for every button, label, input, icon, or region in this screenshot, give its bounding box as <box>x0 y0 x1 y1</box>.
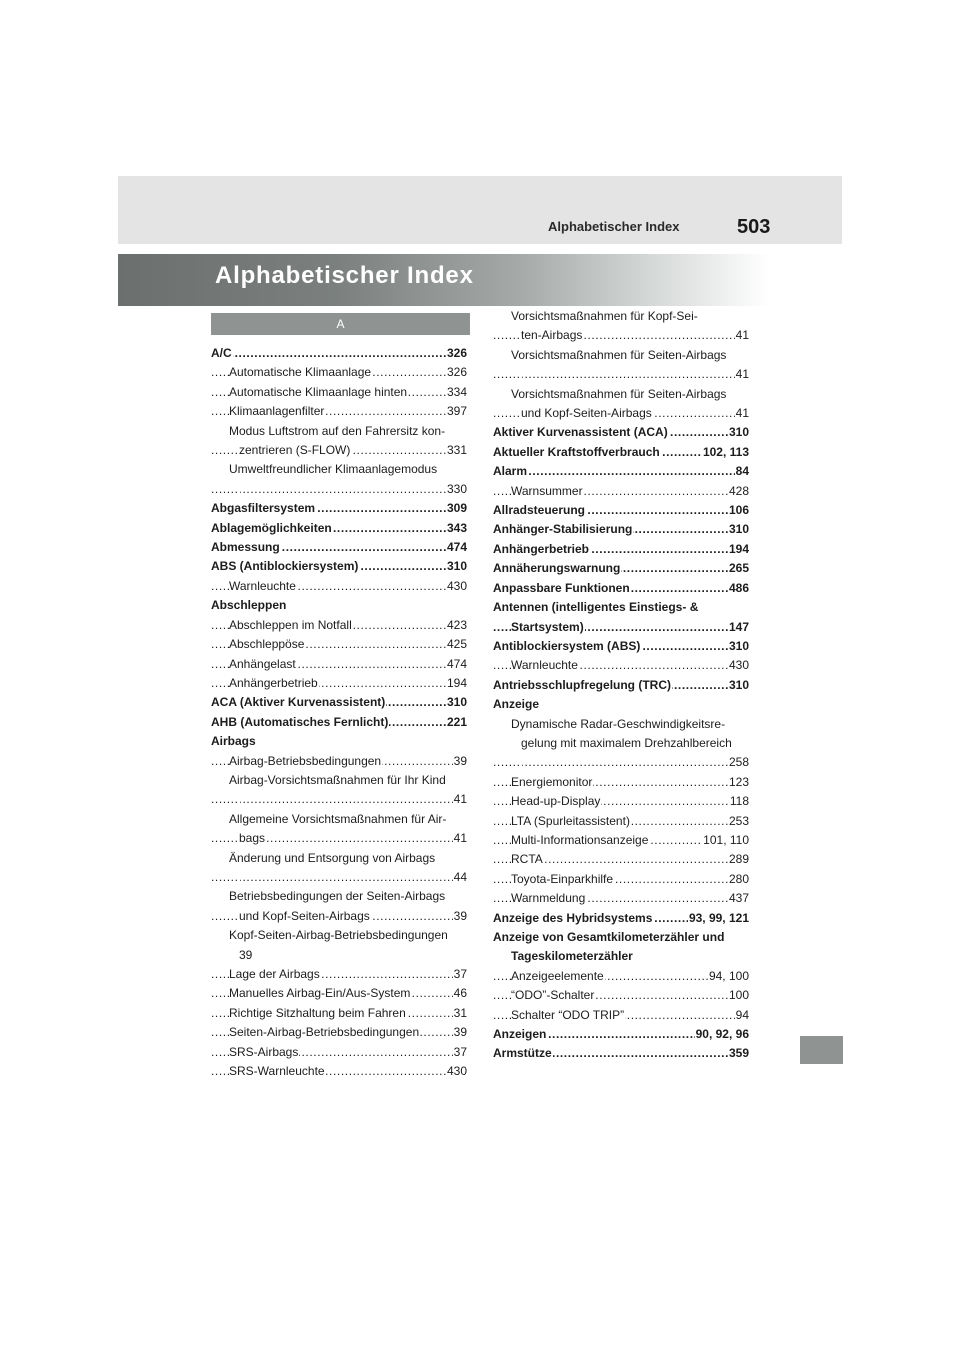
index-entry-page: 194 <box>728 540 749 559</box>
index-entry <box>493 792 749 811</box>
header-band <box>118 176 842 244</box>
index-entry <box>493 656 749 675</box>
index-entry <box>493 1006 749 1025</box>
index-entry-text: Multi-Informationsanzeige <box>511 832 649 847</box>
index-entry <box>493 482 749 501</box>
index-entry-text: Änderung und Entsorgung von Airbags <box>229 850 436 865</box>
index-entry-text: Antiblockiersystem (ABS) <box>493 638 641 653</box>
index-entry-text <box>521 755 522 769</box>
index-entry <box>493 831 749 850</box>
index-entry <box>493 443 749 462</box>
index-entry-page: 31 <box>453 1004 467 1023</box>
index-entry-text: ten-Airbags <box>521 328 583 343</box>
index-entry-text: Seiten-Airbag-Betriebsbedingungen <box>229 1025 420 1040</box>
index-entry-text: ABS (Antiblockiersystem) <box>211 559 359 574</box>
index-entry-page: 221 <box>446 713 467 732</box>
index-entry <box>211 693 467 712</box>
index-entry-page: 474 <box>446 655 467 674</box>
index-entry-page: 41 <box>735 404 749 423</box>
index-entry-text: Anhängelast <box>229 656 296 671</box>
index-entry-page: 331 <box>446 441 467 460</box>
page-title: Alphabetischer Index <box>215 262 474 289</box>
index-entry-page: 100 <box>728 986 749 1005</box>
index-entry-text: Warnleuchte <box>511 658 578 673</box>
index-entry-text: Anhängerbetrieb <box>229 675 318 690</box>
index-column-left <box>211 344 467 1081</box>
index-entry-page: 326 <box>446 363 467 382</box>
index-entry <box>211 984 467 1003</box>
index-entry-page: 101, 110 <box>702 831 749 850</box>
index-entry <box>493 753 749 772</box>
section-letter-header: A <box>211 313 470 335</box>
index-entry-text: Lage der Airbags <box>229 967 320 981</box>
index-entry <box>211 732 467 751</box>
index-entry <box>493 986 749 1005</box>
index-entry <box>493 326 749 345</box>
index-entry-page: 94 <box>735 1006 749 1025</box>
index-entry-text: Warnleuchte <box>229 578 296 593</box>
index-entry-page: 84 <box>735 462 749 481</box>
index-entry <box>493 462 749 481</box>
index-entry <box>211 441 467 460</box>
index-entry-page: 359 <box>728 1044 749 1063</box>
index-entry-page: 474 <box>446 538 467 557</box>
index-entry-page: 37 <box>453 965 467 984</box>
index-entry <box>493 812 749 831</box>
index-entry-text: Betriebsbedingungen der Seiten-Airbags <box>229 889 446 904</box>
index-entry-text: Anzeigeelemente <box>511 968 604 983</box>
index-entry-page: 37 <box>453 1043 467 1062</box>
index-entry <box>493 734 749 753</box>
index-entry-text <box>239 482 240 496</box>
index-entry-page: 310 <box>446 693 467 712</box>
index-entry <box>211 499 467 518</box>
index-entry <box>493 423 749 442</box>
index-entry-text: Anzeige des Hybridsystems <box>493 910 653 925</box>
index-entry-page: 194 <box>446 674 467 693</box>
index-entry-text: Vorsichtsmaßnahmen für Seiten-Airbags <box>511 386 727 401</box>
index-entry <box>493 928 749 947</box>
index-entry-page: 425 <box>446 635 467 654</box>
index-entry <box>493 307 749 326</box>
index-entry-text: LTA (Spurleitassistent) <box>511 813 630 828</box>
index-entry-text: Anzeigen <box>493 1027 547 1042</box>
index-entry-page: 334 <box>446 383 467 402</box>
index-entry-page: 253 <box>728 812 749 831</box>
index-entry-page: 428 <box>728 482 749 501</box>
index-entry <box>211 1062 467 1081</box>
index-entry-page: 90, 92, 96 <box>695 1025 749 1044</box>
index-entry <box>493 365 749 384</box>
index-entry-text: Modus Luftstrom auf den Fahrersitz kon- <box>229 423 446 438</box>
index-entry-text: Aktiver Kurvenassistent (ACA) <box>493 425 668 440</box>
index-entry <box>211 538 467 557</box>
index-entry <box>493 850 749 869</box>
index-entry-text: ACA (Aktiver Kurvenassistent) <box>211 695 386 710</box>
index-entry-text: Abschleppen <box>211 598 287 613</box>
index-entry-text: “ODO”-Schalter <box>511 988 595 1003</box>
index-entry <box>493 540 749 559</box>
index-entry-text: Automatische Klimaanlage <box>229 365 372 380</box>
index-entry <box>493 501 749 520</box>
index-entry-page: 41 <box>453 829 467 848</box>
index-entry-text: Umweltfreundlicher Klimaanlagemodus <box>229 462 438 477</box>
index-entry <box>211 655 467 674</box>
index-entry-page: 330 <box>446 480 467 499</box>
index-entry-text: Startsystem) <box>511 619 584 634</box>
index-entry <box>211 926 467 945</box>
index-entry-page: 310 <box>446 557 467 576</box>
index-entry-text: Abschleppen im Notfall <box>229 617 352 632</box>
index-entry-text: Allradsteuerung <box>493 503 586 518</box>
index-entry-text: Armstütze <box>493 1046 552 1061</box>
index-entry-text: SRS-Warnleuchte <box>229 1064 325 1079</box>
index-entry <box>211 790 467 809</box>
index-entry <box>493 579 749 598</box>
index-entry <box>211 422 467 441</box>
index-entry <box>211 907 467 926</box>
index-entry-page: 326 <box>446 344 467 363</box>
index-entry-text: Vorsichtsmaßnahmen für Seiten-Airbags <box>511 347 727 362</box>
index-entry <box>493 1025 749 1044</box>
index-entry-page: 310 <box>728 637 749 656</box>
index-entry-text: Tageskilometerzähler <box>511 949 633 964</box>
index-entry-text: A/C <box>211 346 232 360</box>
index-entry <box>211 480 467 499</box>
index-entry-text: Dynamische Radar-Geschwindigkeitsre- <box>511 716 726 731</box>
index-entry-page: 310 <box>728 423 749 442</box>
index-entry <box>211 810 467 829</box>
index-entry-text: Aktueller Kraftstoffverbrauch <box>493 444 660 459</box>
index-entry-text: Automatische Klimaanlage hinten <box>229 384 408 399</box>
index-entry <box>211 713 467 732</box>
index-entry <box>211 344 467 363</box>
index-entry <box>493 1044 749 1063</box>
index-entry-text: zentrieren (S-FLOW) <box>239 443 351 458</box>
index-entry-page: 486 <box>728 579 749 598</box>
index-entry-page: 118 <box>729 792 749 811</box>
index-entry-page: 397 <box>446 402 467 421</box>
index-entry <box>493 404 749 423</box>
index-entry-page: 265 <box>728 559 749 578</box>
index-entry-text <box>239 870 240 884</box>
index-entry-page: 310 <box>728 676 749 695</box>
index-entry-text: Antriebsschlupfregelung (TRC) <box>493 677 672 692</box>
index-entry-text: Abmessung <box>211 540 280 555</box>
index-entry-page: 44 <box>453 868 467 887</box>
index-entry <box>211 849 467 868</box>
index-entry <box>211 965 467 984</box>
index-entry-text: Anhängerbetrieb <box>493 541 590 556</box>
index-entry-text: Anpassbare Funktionen <box>493 580 630 595</box>
index-entry-text: Toyota-Einparkhilfe <box>511 871 614 886</box>
index-entry-text: Abgasfiltersystem <box>211 501 316 516</box>
index-entry <box>493 773 749 792</box>
index-entry-page: 93, 99, 121 <box>688 909 749 928</box>
index-entry <box>211 557 467 576</box>
index-entry-page: 289 <box>728 850 749 869</box>
index-entry <box>211 383 467 402</box>
index-entry-text: AHB (Automatisches Fernlicht) <box>211 714 389 729</box>
index-entry <box>493 947 749 966</box>
index-entry <box>211 1004 467 1023</box>
index-entry-text: Energiemonitor <box>511 774 593 789</box>
index-entry <box>211 1043 467 1062</box>
index-entry-text <box>521 367 522 381</box>
index-entry-text: Head-up-Display <box>511 794 601 809</box>
index-entry-text: Manuelles Airbag-Ein/Aus-System <box>229 986 411 1001</box>
thumb-index-tab <box>800 1036 843 1064</box>
index-entry <box>211 596 467 615</box>
index-column-right <box>493 307 749 1064</box>
index-entry <box>493 909 749 928</box>
index-entry-text: Schalter “ODO TRIP” <box>511 1007 625 1022</box>
index-entry <box>493 346 749 365</box>
index-entry-text: Antennen (intelligentes Einstiegs- & <box>493 600 699 615</box>
index-entry-page: 39 <box>453 752 467 771</box>
index-entry-page: 94, 100 <box>708 967 749 986</box>
index-entry-text <box>239 792 240 806</box>
index-entry-text: Richtige Sitzhaltung beim Fahren <box>229 1005 406 1020</box>
index-entry <box>211 674 467 693</box>
index-entry-text: Allgemeine Vorsichtsmaßnahmen für Air- <box>229 811 447 826</box>
index-entry <box>211 1023 467 1042</box>
index-entry-page: 430 <box>728 656 749 675</box>
index-entry-page: 39 <box>453 907 467 926</box>
index-entry-page: 41 <box>735 326 749 345</box>
index-entry <box>211 460 467 479</box>
index-entry-page: 430 <box>446 1062 467 1081</box>
index-entry <box>493 676 749 695</box>
index-entry <box>493 715 749 734</box>
index-entry <box>493 520 749 539</box>
index-entry-text: Abschleppöse <box>229 637 305 652</box>
index-entry-page: 258 <box>728 753 749 772</box>
index-entry <box>211 771 467 790</box>
index-entry <box>493 559 749 578</box>
index-entry-page: 41 <box>735 365 749 384</box>
index-entry <box>211 635 467 654</box>
index-entry-text: und Kopf-Seiten-Airbags <box>239 908 370 923</box>
index-entry-page: 106 <box>728 501 749 520</box>
index-entry-page: 123 <box>728 773 749 792</box>
index-entry <box>211 752 467 771</box>
index-entry <box>211 829 467 848</box>
index-entry <box>211 887 467 906</box>
index-entry <box>493 385 749 404</box>
index-entry-page: 430 <box>446 577 467 596</box>
index-entry-page: 147 <box>728 618 749 637</box>
index-entry-text: Anzeige von Gesamtkilometerzähler und <box>493 930 725 944</box>
index-entry-page: 41 <box>453 790 467 809</box>
index-entry-page: 280 <box>728 870 749 889</box>
index-entry <box>493 967 749 986</box>
index-entry-text: Anzeige <box>493 697 540 712</box>
index-entry-text: RCTA <box>511 852 543 867</box>
index-entry <box>493 618 749 637</box>
index-entry <box>493 695 749 714</box>
index-entry-text: Alarm <box>493 464 528 479</box>
index-entry <box>493 598 749 617</box>
index-entry-text: Ablagemöglichkeiten <box>211 520 332 535</box>
index-entry <box>211 616 467 635</box>
index-entry <box>211 946 467 965</box>
index-entry <box>211 868 467 887</box>
index-entry-page: 46 <box>453 984 467 1003</box>
index-entry-text: Airbags <box>211 734 256 749</box>
index-entry-text: gelung mit maximalem Drehzahlbereich <box>521 735 732 750</box>
index-entry-page: 39 <box>453 1023 467 1042</box>
index-entry-text: und Kopf-Seiten-Airbags <box>521 406 652 421</box>
index-entry-text: Klimaanlagenfilter <box>229 404 325 419</box>
index-entry-text: Annäherungswarnung <box>493 561 621 576</box>
index-entry-page: 423 <box>446 616 467 635</box>
index-entry-page: 309 <box>446 499 467 518</box>
index-entry-text: Vorsichtsmaßnahmen für Kopf-Sei- <box>511 309 698 323</box>
index-entry <box>493 889 749 908</box>
index-entry-text: 39 <box>239 947 253 962</box>
index-entry-text: Airbag-Betriebsbedingungen <box>229 753 382 768</box>
index-entry <box>493 637 749 656</box>
index-entry <box>211 577 467 596</box>
index-entry-text: Kopf-Seiten-Airbag-Betriebsbedingungen <box>229 928 448 943</box>
index-entry <box>211 402 467 421</box>
index-entry-page: 310 <box>728 520 749 539</box>
index-entry-text: Airbag-Vorsichtsmaßnahmen für Ihr Kind <box>229 772 446 787</box>
index-entry <box>211 363 467 382</box>
index-entry-page: 437 <box>728 889 749 908</box>
index-entry <box>493 870 749 889</box>
index-entry-page: 343 <box>446 519 467 538</box>
running-title: Alphabetischer Index <box>548 219 680 234</box>
index-entry-text: Warnsummer <box>511 483 583 498</box>
index-entry-text: Warnmeldung <box>511 891 586 906</box>
index-entry-text: bags <box>239 831 266 846</box>
index-entry <box>211 519 467 538</box>
index-entry-text: SRS-Airbags <box>229 1044 299 1059</box>
index-entry-page: 102, 113 <box>702 443 749 462</box>
index-entry-text: Anhänger-Stabilisierung <box>493 522 633 537</box>
page-number: 503 <box>737 216 771 238</box>
